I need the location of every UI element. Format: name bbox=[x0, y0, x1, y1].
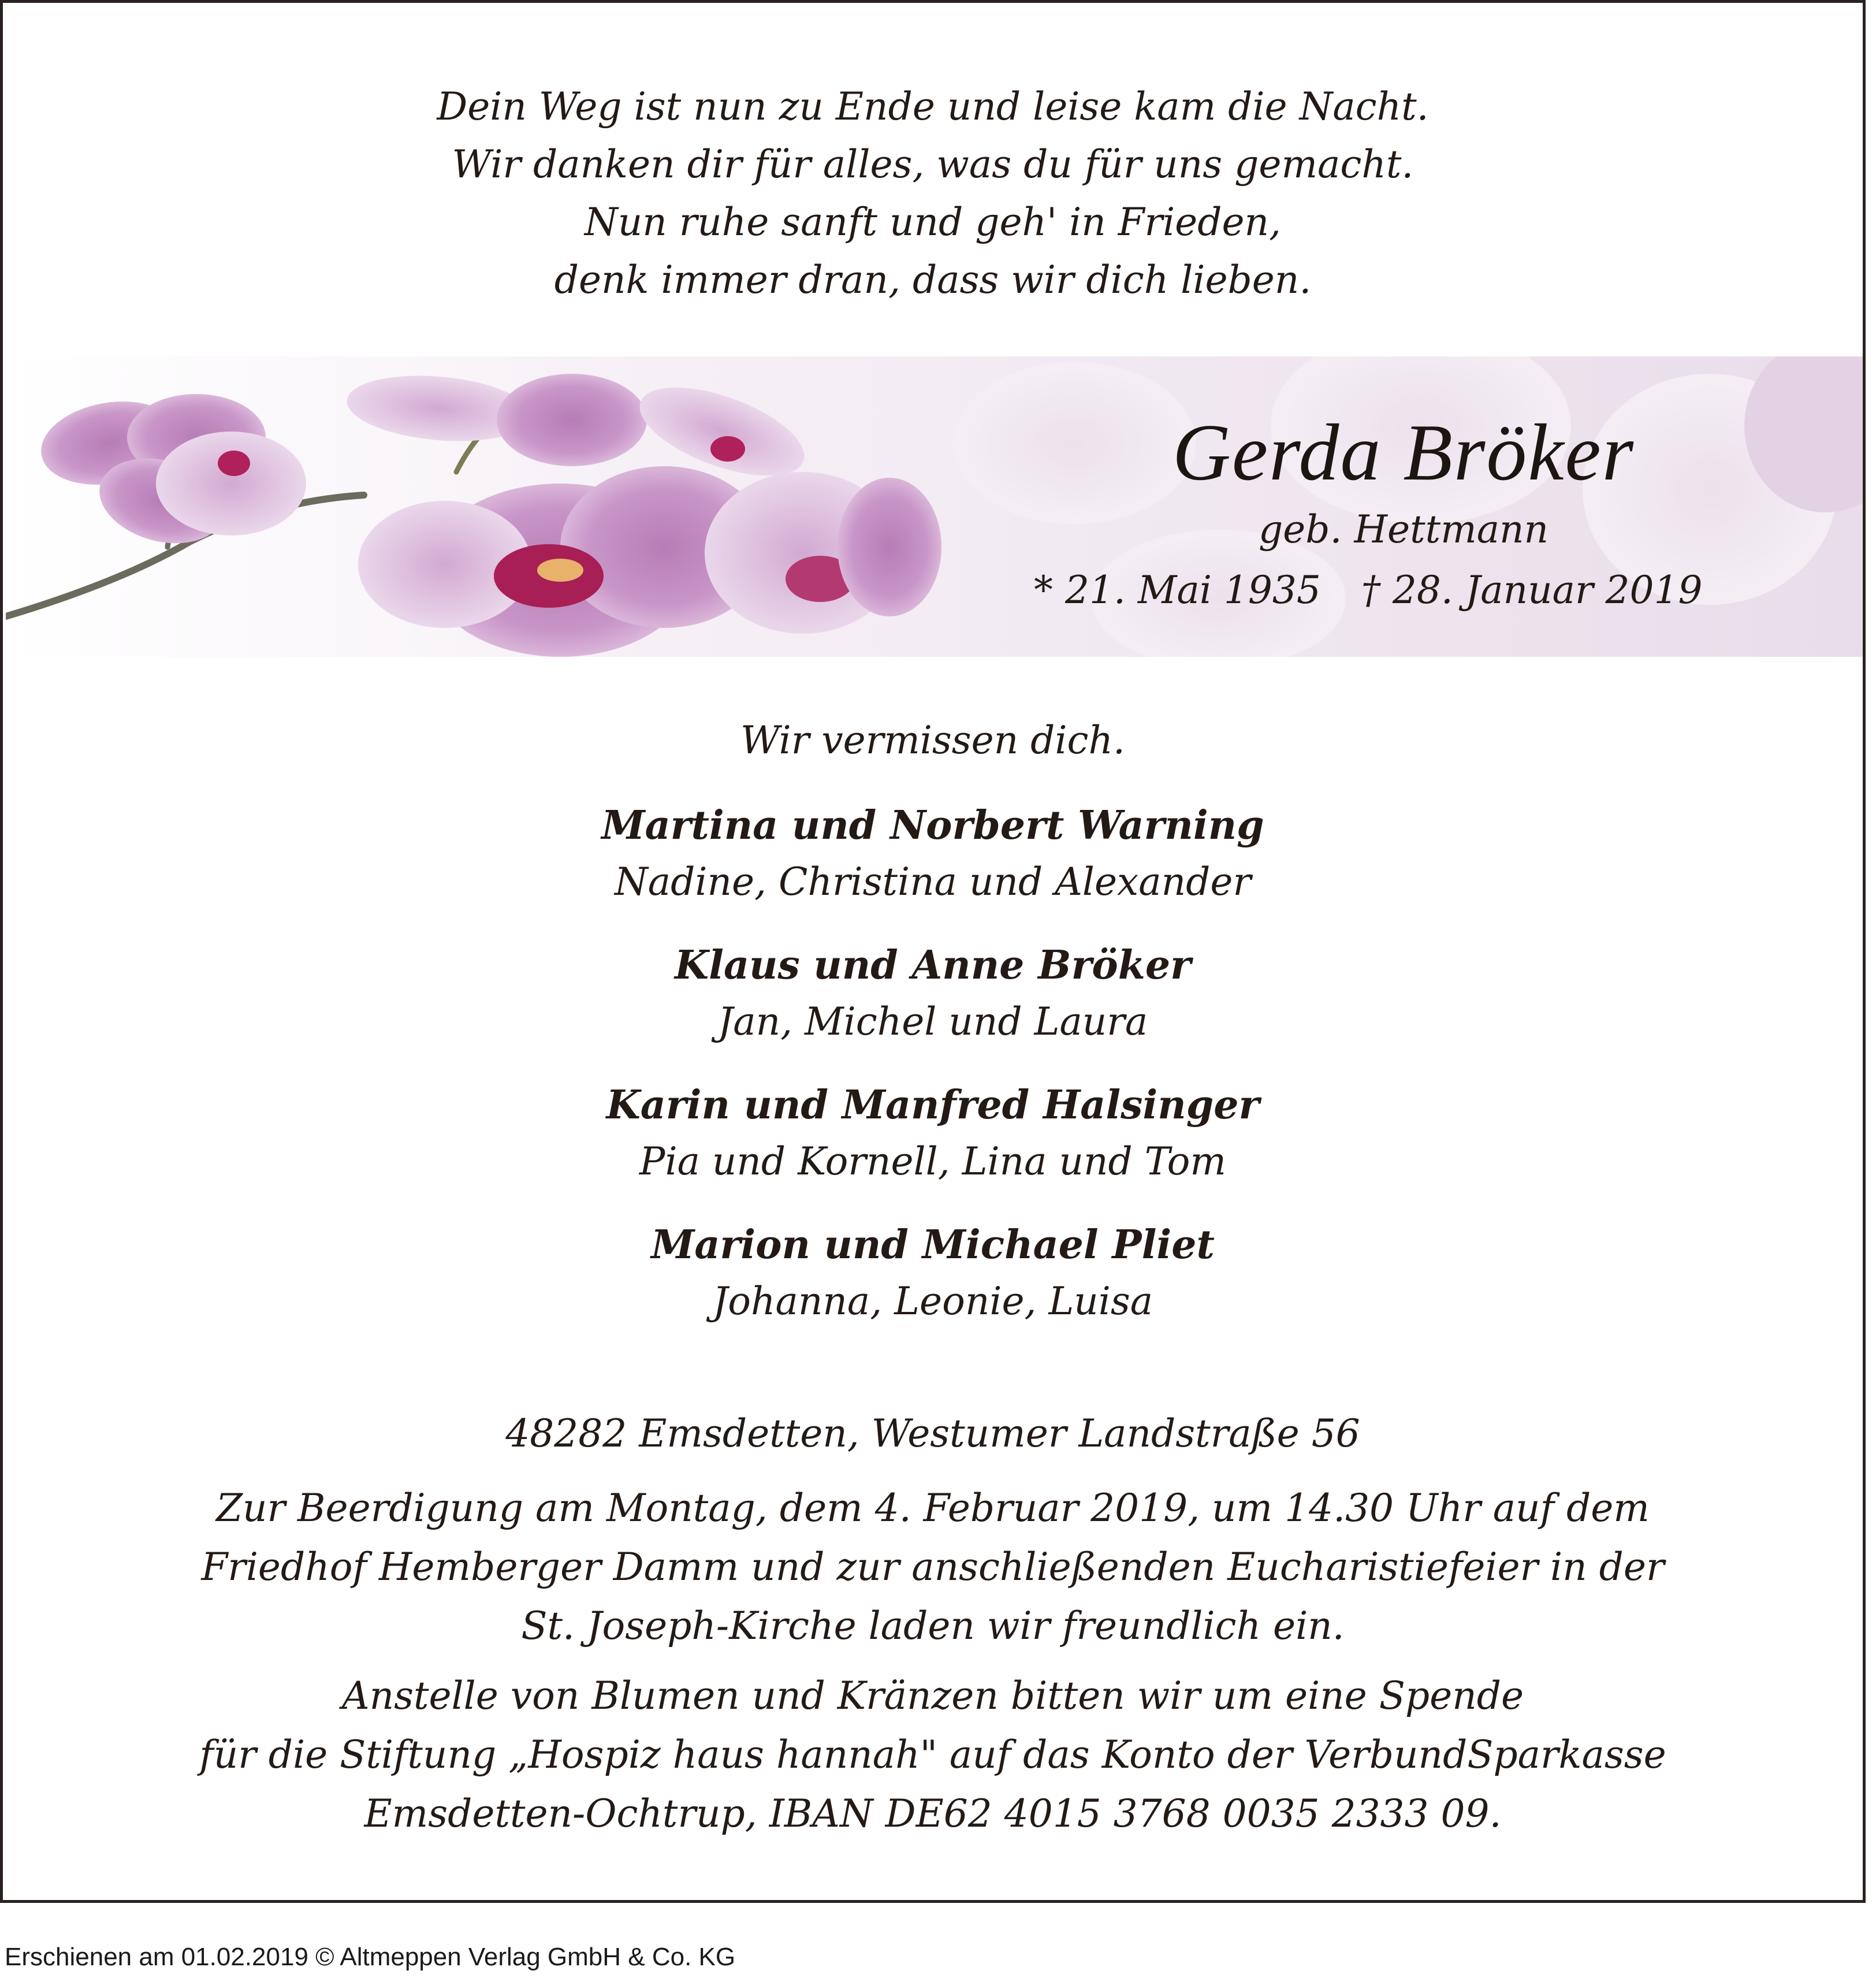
deceased-block bbox=[976, 356, 1854, 657]
address: 48282 Emsdetten, Westumer Landstraße 56 bbox=[505, 1411, 1360, 1456]
mourner-sub: Johanna, Leonie, Luisa bbox=[712, 1279, 1153, 1323]
birth-date: * 21. Mai 1935 bbox=[1034, 568, 1321, 612]
birth-name: geb. Hettmann bbox=[1258, 507, 1549, 552]
deceased-name: Gerda Bröker bbox=[1172, 408, 1635, 497]
mourner-head: Klaus und Anne Bröker bbox=[675, 942, 1191, 988]
donation-line: Anstelle von Blumen und Kränzen bitten wir um eine Spende bbox=[341, 1674, 1524, 1718]
poem-line: denk immer dran, dass wir dich lieben. bbox=[554, 258, 1312, 302]
mourner-group bbox=[3, 1217, 1863, 1330]
mourner-group bbox=[3, 937, 1863, 1050]
message: Wir vermissen dich. bbox=[740, 718, 1125, 763]
mourners-list bbox=[3, 797, 1863, 1356]
funeral-line: Zur Beerdigung am Montag, dem 4. Februar 2019, um 14.30 Uhr auf dem bbox=[216, 1486, 1650, 1530]
mourner-sub: Nadine, Christina und Alexander bbox=[615, 860, 1251, 904]
funeral-line: Friedhof Hemberger Damm und zur anschließenden Eucharistiefeier in der bbox=[201, 1545, 1665, 1589]
mourner-head: Martina und Norbert Warning bbox=[601, 802, 1264, 849]
poem-line: Nun ruhe sanft und geh' in Frieden, bbox=[584, 200, 1282, 244]
mourner-head: Karin und Manfred Halsinger bbox=[606, 1082, 1260, 1128]
funeral-info bbox=[3, 1479, 1863, 1656]
mourner-head: Marion und Michael Pliet bbox=[651, 1222, 1215, 1268]
poem bbox=[3, 78, 1863, 309]
poem-line: Wir danken dir für alles, was du für uns gemacht. bbox=[452, 142, 1414, 187]
life-dates bbox=[1034, 564, 1854, 616]
mourner-sub: Jan, Michel und Laura bbox=[717, 999, 1148, 1044]
mourner-group bbox=[3, 1077, 1863, 1190]
donation-info bbox=[3, 1667, 1863, 1843]
donation-line: für die Stiftung „Hospiz haus hannah" auf das Konto der VerbundSparkasse bbox=[199, 1732, 1666, 1777]
poem-line: Dein Weg ist nun zu Ende und leise kam die Nacht. bbox=[437, 84, 1429, 129]
publication-footer: Erschienen am 01.02.2019 © Altmeppen Verlag GmbH & Co. KG bbox=[5, 1943, 736, 1971]
donation-line: Emsdetten-Ochtrup, IBAN DE62 4015 3768 0035 2333 09. bbox=[364, 1791, 1502, 1836]
death-date: † 28. Januar 2019 bbox=[1361, 568, 1703, 612]
orchid-banner bbox=[6, 356, 1863, 657]
funeral-line: St. Joseph-Kirche laden wir freundlich ein. bbox=[521, 1604, 1345, 1648]
mourner-sub: Pia und Kornell, Lina und Tom bbox=[639, 1139, 1226, 1184]
mourner-group bbox=[3, 797, 1863, 910]
